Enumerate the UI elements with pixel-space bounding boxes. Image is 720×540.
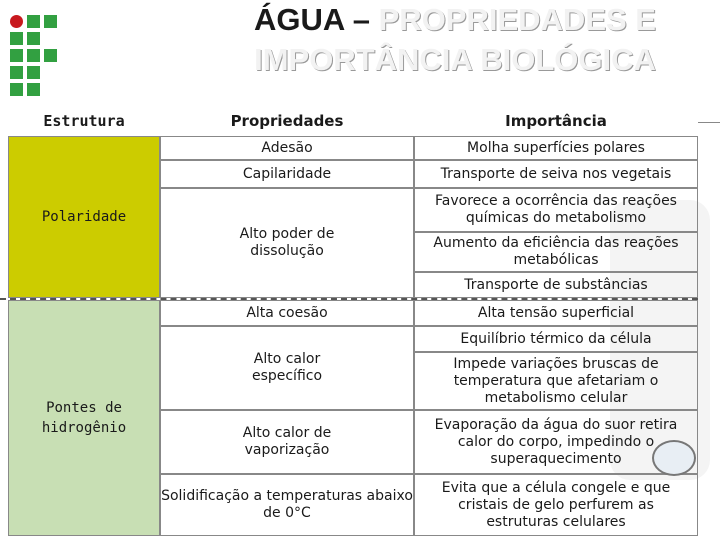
circle-badge-icon: [652, 440, 696, 476]
prop-dissolucao: Alto poder de dissolução: [160, 188, 414, 298]
header-importancia: Importância: [414, 108, 698, 134]
prop-solidificacao: Solidificação a temperaturas abaixo de 0°C: [160, 474, 414, 536]
imp-calor-especifico-2: Impede variações bruscas de temperatura que afetariam o metabolismo celular: [414, 352, 698, 410]
title-rule: [698, 122, 720, 123]
prop-capilaridade: Capilaridade: [160, 160, 414, 188]
estrutura-polaridade: Polaridade: [8, 136, 160, 298]
estrutura-pontes: Pontes de hidrogênio: [8, 300, 160, 536]
imp-coesao: Alta tensão superficial: [414, 300, 698, 326]
imp-dissolucao-2: Aumento da eficiência das reações metabólicas: [414, 232, 698, 272]
group-separator: [0, 298, 698, 300]
title-part-2: PROPRIEDADES E IMPORTÂNCIA BIOLÓGICA: [254, 2, 656, 77]
imp-calor-especifico-1: Equilíbrio térmico da célula: [414, 326, 698, 352]
institution-logo: [10, 15, 58, 99]
prop-coesao: Alta coesão: [160, 300, 414, 326]
imp-capilaridade: Transporte de seiva nos vegetais: [414, 160, 698, 188]
prop-adesao: Adesão: [160, 136, 414, 160]
header-estrutura: Estrutura: [8, 108, 160, 134]
prop-calor-vaporizacao: Alto calor de vaporização: [160, 410, 414, 474]
imp-dissolucao-1: Favorece a ocorrência das reações químicas do metabolismo: [414, 188, 698, 232]
page-title: [200, 0, 710, 80]
title-part-1: ÁGUA –: [254, 2, 379, 37]
header-propriedades: Propriedades: [160, 108, 414, 134]
imp-calor-vaporizacao: Evaporação da água do suor retira calor do corpo, impedindo o superaquecimento: [414, 410, 698, 474]
imp-dissolucao-3: Transporte de substâncias: [414, 272, 698, 298]
imp-adesao: Molha superfícies polares: [414, 136, 698, 160]
prop-calor-especifico: Alto calor específico: [160, 326, 414, 410]
imp-solidificacao: Evita que a célula congele e que cristais de gelo perfurem as estruturas celulares: [414, 474, 698, 536]
